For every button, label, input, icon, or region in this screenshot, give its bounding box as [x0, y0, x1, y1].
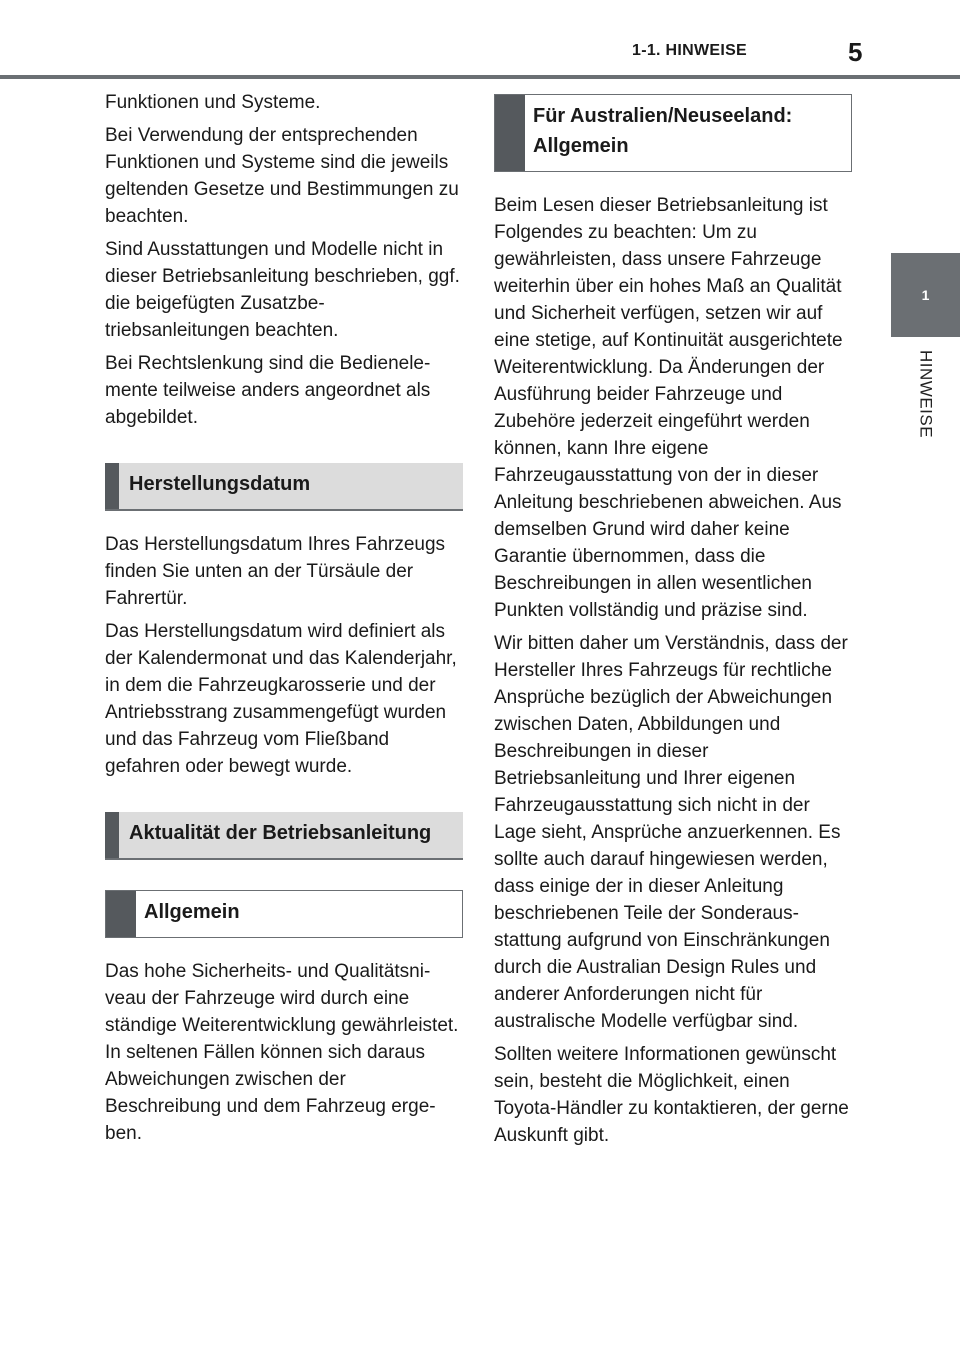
- paragraph: Wir bitten daher um Verständnis, dass der Hersteller Ihres Fahrzeugs für rechtliche Ansprüche bezüglich der Abweichungen zwischen Daten, Abbildungen und Beschreibungen in dieser Betriebsanleitung und Ihrer eigenen Fahrzeugausstattung sich nicht in der Lage sieht, Ansprüche anzuerkennen. Es sollte auch darauf hingewiesen werden, dass einige der in dieser Anleitung beschriebenen Teile der Sonderausstattung aufgrund von Einschränkungen durch die Australian Design Rules und anderer Anforderungen nicht für australische Modelle verfügbar sind.: [494, 633, 848, 1032]
- page-number: 5: [848, 37, 863, 67]
- heading-text: Herstellungsdatum: [129, 473, 311, 495]
- heading-accent-bar: [105, 463, 119, 509]
- heading-text: Aktualität der Betriebsanleitung: [129, 822, 432, 844]
- subheading-australien: [494, 94, 852, 172]
- paragraph: Bei Rechtslenkung sind die Bedienelemente teilweise anders angeordnet als abgebildet.: [105, 353, 431, 428]
- chapter-number: 1: [921, 287, 930, 303]
- chapter-label-text: HINWEISE: [916, 350, 936, 439]
- subheading-text: Allgemein: [144, 901, 240, 923]
- subheading-allgemein: [105, 890, 463, 938]
- paragraph: Das hohe Sicherheits- und Qualitätsniveau der Fahrzeuge wird durch eine ständige Weiterentwicklung gewährleistet. In seltenen Fällen können sich daraus Abweichungen zwischen der Beschreibung und dem Fahrzeug ergeben.: [105, 961, 459, 1144]
- subheading-text: Für Australien/Neuseeland: Allgemein: [533, 105, 793, 157]
- left-column: [105, 89, 463, 1153]
- paragraph: Das Herstellungsdatum wird definiert als der Kalendermonat und das Kalenderjahr, in dem die Fahrzeugkarosserie und der Antriebsstrang zusammengefügt wurden und das Fahrzeug vom Fließband gefahren oder bewegt wurde.: [105, 621, 457, 777]
- right-column: [494, 94, 852, 1155]
- subheading-accent-bar: [106, 891, 136, 937]
- paragraph: Beim Lesen dieser Betriebsanleitung ist Folgendes zu beachten: Um zu gewährleisten, dass unsere Fahrzeuge weiterhin über ein hohes Maß an Qualität und Sicherheit verfügen, setzen wir auf eine stetige, auf Kontinuität ausgerichtete Weiterentwicklung. Da Änderungen der Ausführung beider Fahrzeuge und Zubehöre jederzeit eingeführt werden können, kann Ihre eigene Fahrzeugausstattung von der in dieser Anleitung beschriebenen abweichen. Aus demselben Grund wird daher keine Garantie übernommen, dass die Beschreibungen in allen wesentlichen Punkten vollständig und präzise sind.: [494, 195, 843, 621]
- subheading-accent-bar: [495, 95, 525, 171]
- paragraph: Bei Verwendung der entsprechenden Funktionen und Systeme sind die jeweils geltenden Gesetze und Bestimmungen zu beachten.: [105, 125, 459, 227]
- paragraph: Sind Ausstattungen und Modelle nicht in dieser Betriebsanleitung beschrieben, ggf. die beigefügten Zusatzbetriebsanleitungen beachten.: [105, 239, 460, 341]
- paragraph: Das Herstellungsdatum Ihres Fahrzeugs finden Sie unten an der Türsäule der Fahrertür.: [105, 534, 446, 609]
- section-heading-herstellungsdatum: [105, 463, 463, 511]
- section-title: 1-1. HINWEISE: [632, 42, 748, 59]
- paragraph: Sollten weitere Informationen gewünscht sein, besteht die Möglichkeit, einen Toyota-Händler zu kontaktieren, der gerne Auskunft gibt.: [494, 1044, 849, 1146]
- chapter-tab[interactable]: [891, 253, 960, 337]
- chapter-label: [891, 350, 960, 450]
- section-heading-aktualitaet: [105, 812, 463, 860]
- paragraph: Funktionen und Systeme.: [105, 92, 321, 113]
- header-rule: [0, 75, 960, 79]
- heading-accent-bar: [105, 812, 119, 858]
